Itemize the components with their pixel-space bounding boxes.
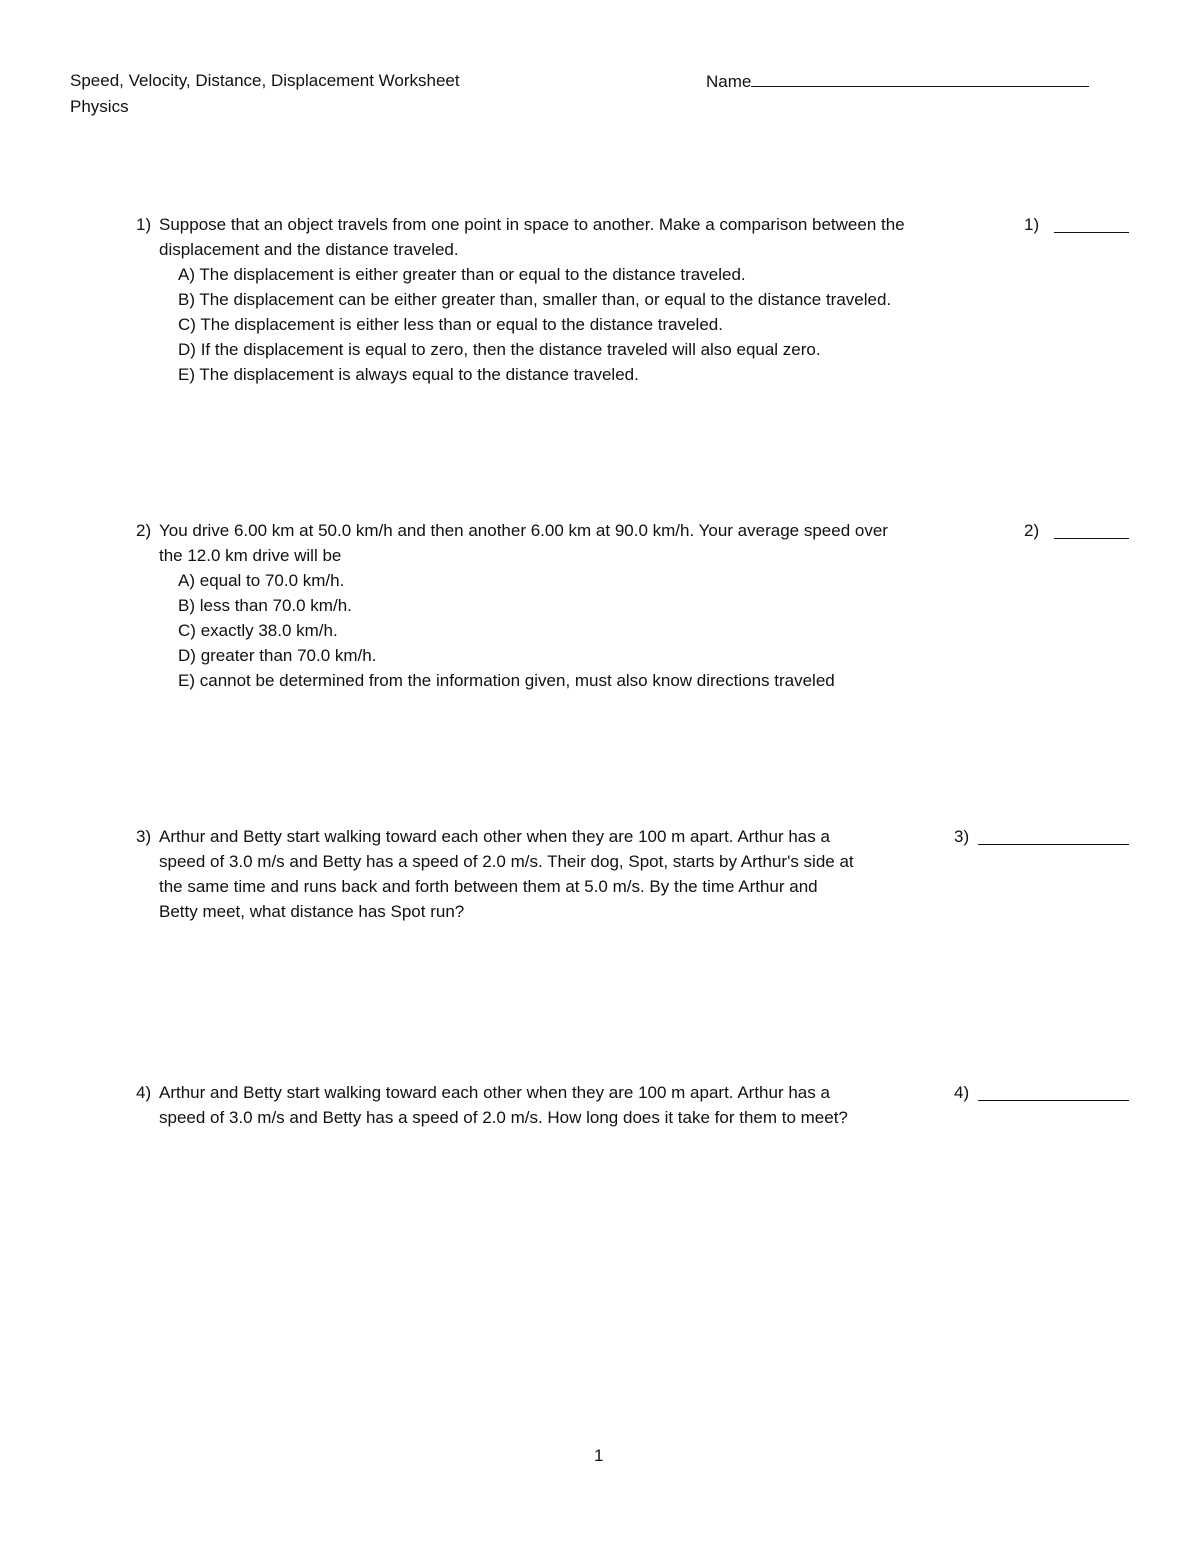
- choice-text: equal to 70.0 km/h.: [199, 571, 345, 590]
- name-field: [706, 68, 1089, 94]
- choice-letter: E): [178, 365, 195, 384]
- choice-c: [136, 312, 996, 337]
- choice-a: [136, 262, 996, 287]
- answer-number: 4): [954, 1083, 970, 1102]
- choice-b: [136, 287, 996, 312]
- stem-line: speed of 3.0 m/s and Betty has a speed of 2.0 m/s. How long does it take for them to meet?: [159, 1108, 848, 1127]
- subject-label: Physics: [70, 97, 129, 116]
- choice-e: [136, 668, 996, 693]
- stem-line: the same time and runs back and forth between them at 5.0 m/s. By the time Arthur and: [159, 877, 818, 896]
- answer-number: 2): [1024, 521, 1040, 540]
- stem-line: Arthur and Betty start walking toward each other when they are 100 m apart. Arthur has a: [159, 1083, 830, 1102]
- question-1: [136, 212, 996, 387]
- answer-number: 3): [954, 827, 970, 846]
- question-stem: [136, 518, 996, 568]
- choice-text: The displacement is either greater than or equal to the distance traveled.: [199, 265, 746, 284]
- choice-text: The displacement is either less than or equal to the distance traveled.: [200, 315, 723, 334]
- answer-number: 1): [1024, 215, 1040, 234]
- stem-line: You drive 6.00 km at 50.0 km/h and then another 6.00 km at 90.0 km/h. Your average speed over: [159, 521, 888, 540]
- choice-letter: B): [178, 596, 195, 615]
- answer-slot-1: [1024, 212, 1039, 237]
- question-stem: [136, 824, 936, 924]
- choice-d: [136, 643, 996, 668]
- choice-letter: D): [178, 340, 196, 359]
- question-number: 2): [136, 521, 152, 540]
- choice-text: The displacement can be either greater than, smaller than, or equal to the distance traveled.: [199, 290, 892, 309]
- stem-line: Betty meet, what distance has Spot run?: [159, 902, 465, 921]
- worksheet-title: Speed, Velocity, Distance, Displacement Worksheet: [70, 71, 460, 90]
- choice-e: [136, 362, 996, 387]
- stem-line: Arthur and Betty start walking toward each other when they are 100 m apart. Arthur has a: [159, 827, 830, 846]
- answer-slot-2: [1024, 518, 1039, 543]
- stem-line: displacement and the distance traveled.: [159, 240, 459, 259]
- choice-a: [136, 568, 996, 593]
- answer-blank-line[interactable]: [1054, 538, 1129, 539]
- choice-b: [136, 593, 996, 618]
- question-number: 3): [136, 827, 152, 846]
- question-4: [136, 1080, 936, 1130]
- question-stem: [136, 212, 996, 262]
- choice-text: The displacement is always equal to the distance traveled.: [199, 365, 639, 384]
- choice-text: less than 70.0 km/h.: [199, 596, 352, 615]
- choice-letter: A): [178, 571, 195, 590]
- answer-slot-4: [954, 1080, 969, 1105]
- answer-blank-line[interactable]: [1054, 232, 1129, 233]
- choice-text: greater than 70.0 km/h.: [200, 646, 377, 665]
- choice-letter: C): [178, 315, 196, 334]
- choice-d: [136, 337, 996, 362]
- question-2: [136, 518, 996, 693]
- choice-letter: D): [178, 646, 196, 665]
- question-3: [136, 824, 936, 924]
- stem-line: the 12.0 km drive will be: [159, 546, 342, 565]
- answer-blank-line[interactable]: [978, 1100, 1129, 1101]
- stem-line: Suppose that an object travels from one point in space to another. Make a comparison between the: [159, 215, 905, 234]
- choice-c: [136, 618, 996, 643]
- question-number: 1): [136, 215, 152, 234]
- choice-letter: A): [178, 265, 195, 284]
- choice-letter: C): [178, 621, 196, 640]
- question-number: 4): [136, 1083, 152, 1102]
- page-number: 1: [594, 1446, 604, 1465]
- name-blank-line: [751, 68, 1089, 87]
- question-stem: [136, 1080, 936, 1130]
- choice-letter: E): [178, 671, 195, 690]
- answer-blank-line[interactable]: [978, 844, 1129, 845]
- choice-text: If the displacement is equal to zero, then the distance traveled will also equal zero.: [200, 340, 821, 359]
- answer-slot-3: [954, 824, 969, 849]
- stem-line: speed of 3.0 m/s and Betty has a speed of 2.0 m/s. Their dog, Spot, starts by Arthur's side at: [159, 852, 854, 871]
- choice-letter: B): [178, 290, 195, 309]
- name-label: Name: [706, 72, 752, 91]
- choice-text: cannot be determined from the information given, must also know directions traveled: [199, 671, 835, 690]
- choice-text: exactly 38.0 km/h.: [200, 621, 338, 640]
